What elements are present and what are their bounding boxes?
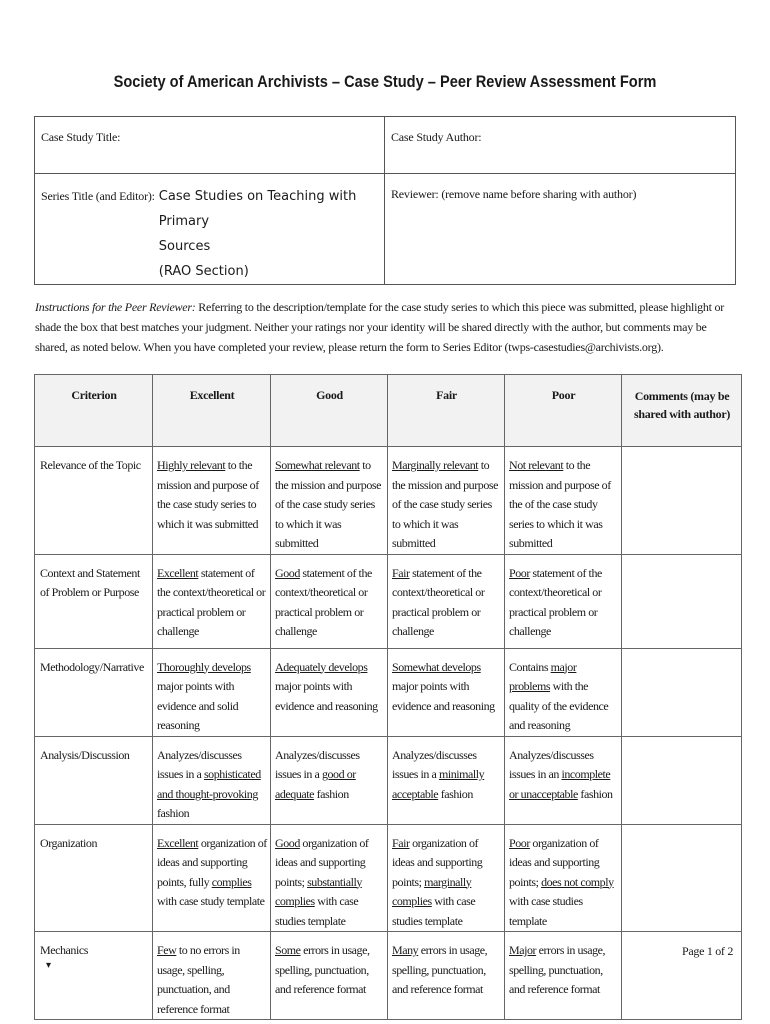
reviewer-label: Reviewer: (remove name before sharing with author) — [391, 187, 637, 201]
rating-emphasis: Some — [275, 943, 301, 957]
rating-text: statement of the context/theoretical or practical problem or challenge — [509, 565, 602, 638]
rating-cell-poor[interactable] — [505, 736, 622, 824]
rating-text: to the mission and purpose of the case study series to which it was submitted — [392, 458, 498, 550]
rubric-row — [35, 648, 742, 736]
rating-emphasis: Thoroughly develops — [157, 659, 251, 674]
rating-text: statement of the context/theoretical or practical problem or challenge — [275, 565, 372, 638]
rating-emphasis: Poor — [509, 565, 530, 580]
rating-emphasis: incomplete or unacceptable — [509, 767, 611, 801]
case-study-author-field[interactable] — [385, 117, 736, 174]
rating-emphasis: Good — [275, 835, 300, 850]
rating-emphasis: major problems — [509, 659, 577, 693]
rating-text: fashion — [157, 806, 190, 820]
instructions-lead: Instructions for the Peer Reviewer: — [35, 300, 196, 314]
rating-emphasis: Few — [157, 943, 177, 957]
case-study-title-field[interactable] — [35, 117, 385, 174]
rating-cell-excellent[interactable] — [153, 736, 271, 824]
rating-text: with the quality of the evidence and reasoning — [509, 679, 609, 732]
rating-emphasis: Adequately develops — [275, 659, 368, 674]
rating-emphasis: Highly relevant — [157, 458, 226, 472]
rubric-row — [35, 824, 742, 932]
rating-text: fashion — [577, 786, 613, 801]
rating-text: to no errors in usage, spelling, punctuation, and reference format — [157, 943, 240, 1016]
rating-text: with case studies template — [392, 894, 476, 928]
rating-emphasis: marginally complies — [392, 874, 472, 908]
rating-emphasis: Somewhat relevant — [275, 458, 360, 472]
rating-emphasis: sophisticated and thought-provoking — [157, 767, 261, 801]
rating-text: Contains — [509, 659, 551, 674]
rating-emphasis: substantially complies — [275, 874, 362, 908]
series-title-line-2: Sources — [158, 239, 211, 254]
rating-emphasis: Good — [275, 565, 300, 580]
series-title-line-3: (RAO Section) — [158, 264, 249, 279]
rating-emphasis: does not comply — [541, 874, 614, 889]
rating-text: with case studies template — [275, 894, 359, 928]
rating-emphasis: Not relevant — [509, 458, 564, 472]
rubric-table — [34, 374, 742, 1020]
rating-text: to the mission and purpose of the case study series to which it was submitted — [275, 458, 381, 550]
rating-cell-excellent[interactable] — [153, 824, 271, 932]
rating-cell-excellent[interactable] — [153, 932, 271, 1020]
rating-text: major points with evidence and reasoning — [392, 679, 495, 713]
rating-cell-good[interactable] — [271, 554, 388, 648]
header-excellent: Excellent — [153, 375, 271, 447]
criterion-cell: Organization — [35, 824, 153, 932]
rating-cell-fair[interactable] — [388, 932, 505, 1020]
rating-emphasis: Somewhat develops — [392, 659, 481, 674]
rating-cell-fair[interactable] — [388, 736, 505, 824]
rating-cell-poor[interactable] — [505, 648, 622, 736]
criterion-cell: Mechanics — [35, 932, 153, 1020]
rating-emphasis: good or adequate — [275, 767, 356, 801]
case-study-title-label: Case Study Title: — [41, 130, 121, 144]
rating-emphasis: Major — [509, 943, 537, 957]
criterion-cell: Analysis/Discussion — [35, 736, 153, 824]
rating-text: to the mission and purpose of the case study series to which it was submitted — [157, 458, 259, 531]
instructions — [35, 297, 737, 357]
comments-cell[interactable] — [622, 824, 742, 932]
rating-text: Analyzes/discusses issues in an — [509, 747, 594, 781]
rating-cell-good[interactable] — [271, 932, 388, 1020]
rating-text: statement of the context/theoretical or practical problem or challenge — [157, 565, 266, 638]
rubric-row — [35, 447, 742, 555]
rating-text: major points with evidence and reasoning — [275, 679, 378, 713]
header-poor: Poor — [505, 375, 622, 447]
rating-text: organization of ideas and supporting points; — [392, 835, 483, 889]
rating-cell-poor[interactable] — [505, 932, 622, 1020]
rubric-row — [35, 932, 742, 1020]
rating-emphasis: Many — [392, 943, 419, 957]
rubric-row — [35, 554, 742, 648]
rating-text: errors in usage, spelling, punctuation, and reference format — [275, 943, 370, 996]
rating-cell-fair[interactable] — [388, 447, 505, 555]
rating-emphasis: Fair — [392, 835, 410, 850]
rating-emphasis: Excellent — [157, 835, 199, 850]
page-title: Society of American Archivists – Case Study – Peer Review Assessment Form — [113, 72, 657, 91]
series-title-value — [155, 184, 384, 284]
page-number: Page 1 of 2 — [682, 944, 734, 958]
criterion-cell: Context and Statement of Problem or Purpose — [35, 554, 153, 648]
rating-cell-good[interactable] — [271, 824, 388, 932]
criterion-cell: Relevance of the Topic — [35, 447, 153, 555]
rating-text: to the mission and purpose of the of the case study series to which it was submitted — [509, 458, 611, 550]
series-title-line-1: Case Studies on Teaching with Primary — [158, 189, 357, 229]
rating-text: organization of ideas and supporting points; — [509, 835, 600, 889]
rating-cell-poor[interactable] — [505, 554, 622, 648]
header-good: Good — [271, 375, 388, 447]
rating-text: errors in usage, spelling, punctuation, and reference format — [392, 943, 488, 996]
rating-text: with case studies template — [509, 894, 583, 928]
rating-text: major points with evidence and solid reasoning — [157, 679, 239, 732]
rating-cell-excellent[interactable] — [153, 648, 271, 736]
case-study-author-label: Case Study Author: — [391, 130, 482, 144]
footer-mark: ▾ — [46, 960, 52, 971]
rating-cell-fair[interactable] — [388, 824, 505, 932]
rating-emphasis: Marginally relevant — [392, 458, 479, 472]
series-title-label: Series Title (and Editor): — [41, 189, 155, 203]
rating-emphasis: Excellent — [157, 565, 199, 580]
rating-cell-good[interactable] — [271, 736, 388, 824]
header-comments: Comments (may be shared with author) — [622, 375, 742, 447]
comments-cell[interactable] — [622, 554, 742, 648]
comments-cell[interactable] — [622, 447, 742, 555]
reviewer-field[interactable] — [385, 174, 736, 285]
rating-cell-excellent[interactable] — [153, 447, 271, 555]
header-criterion: Criterion — [35, 375, 153, 447]
rating-emphasis: Poor — [509, 835, 530, 850]
rating-text: Analyzes/discusses issues in a — [392, 747, 477, 781]
criterion-cell: Methodology/Narrative — [35, 648, 153, 736]
rating-text: with case study template — [157, 894, 265, 908]
rating-cell-poor[interactable] — [505, 824, 622, 932]
rating-text: Analyzes/discusses issues in a — [275, 747, 360, 781]
rating-cell-fair[interactable] — [388, 554, 505, 648]
rating-emphasis: minimally acceptable — [392, 767, 485, 801]
rating-text: fashion — [314, 786, 349, 801]
case-study-info-table — [34, 116, 736, 285]
rating-emphasis: Fair — [392, 565, 410, 580]
rating-cell-fair[interactable] — [388, 648, 505, 736]
rating-text: statement of the context/theoretical or practical problem or challenge — [392, 565, 485, 638]
rating-text: organization of ideas and supporting points, fully — [157, 835, 267, 889]
rating-emphasis: complies — [211, 874, 252, 889]
comments-cell[interactable] — [622, 736, 742, 824]
header-fair: Fair — [388, 375, 505, 447]
rubric-row — [35, 736, 742, 824]
instructions-body: Referring to the description/template for the case study series to which this piece was submitted, please highlight or shade the box that best matches your judgment. Neither your ratings nor your identity will be shared directly with the author, but comments may be shared, as noted below. When you have completed your review, please return the form to Series Editor (twps-casestudies@archivists.org). — [35, 300, 724, 354]
rating-cell-poor[interactable] — [505, 447, 622, 555]
series-title-field[interactable] — [35, 174, 385, 285]
rating-cell-excellent[interactable] — [153, 554, 271, 648]
rating-text: Analyzes/discusses issues in a — [157, 747, 242, 781]
rating-text: fashion — [438, 786, 473, 801]
rating-text: errors in usage, spelling, punctuation, and reference format — [509, 943, 606, 996]
rating-cell-good[interactable] — [271, 447, 388, 555]
comments-cell[interactable] — [622, 648, 742, 736]
rating-cell-good[interactable] — [271, 648, 388, 736]
rating-text: organization of ideas and supporting points; — [275, 835, 369, 889]
